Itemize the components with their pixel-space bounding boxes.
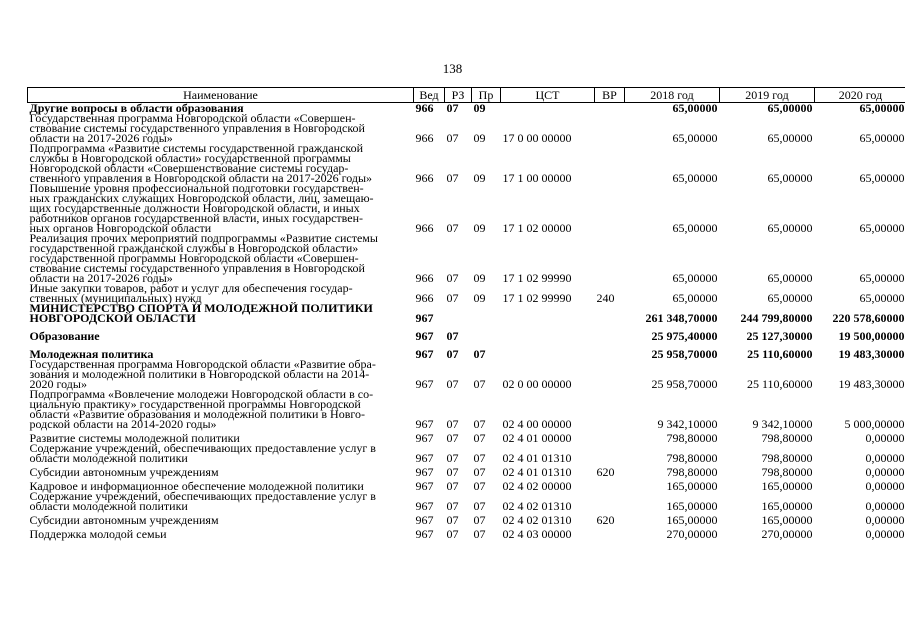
row-pr: 07 xyxy=(473,527,486,541)
row-rz: 07 xyxy=(446,131,459,145)
header-cst: ЦСТ xyxy=(501,88,595,103)
row-name: Развитие системы молодежной политики xyxy=(29,431,240,445)
row-cst: 17 1 00 00000 xyxy=(502,171,572,185)
row-cst: 02 4 01 00000 xyxy=(502,431,572,445)
row-pr: 07 xyxy=(473,377,486,391)
row-name: Другие вопросы в области образования xyxy=(29,101,244,115)
row-2019: 25 127,30000 xyxy=(746,329,813,343)
row-2019: 165,00000 xyxy=(761,513,813,527)
row-rz: 07 xyxy=(446,377,459,391)
header-2020: 2020 год xyxy=(815,88,905,103)
row-ved: 967 xyxy=(415,431,434,445)
row-name: Реализация прочих мероприятий подпрограммы «Развитие системы государственной гражданской службы в Новгородской области» государственной программы Новгородской области «Совершен- ствование системы государственного управления в Новгородской области на 2017-2026 годы» xyxy=(29,231,378,285)
row-2020: 65,00000 xyxy=(859,291,905,305)
row-name: Иные закупки товаров, работ и услуг для обеспечения государ- ственных (муниципальных) нужд xyxy=(29,281,353,305)
row-vr xyxy=(595,143,625,183)
row-name: Субсидии автономным учреждениям xyxy=(29,465,219,479)
row-2019: 244 799,80000 xyxy=(740,311,813,325)
row-cst xyxy=(501,341,595,359)
row-pr: 07 xyxy=(473,499,486,513)
row-2020: 5 000,00000 xyxy=(844,417,905,431)
row-2020: 65,00000 xyxy=(859,131,905,145)
table-row xyxy=(28,443,905,463)
row-cst: 17 1 02 99990 xyxy=(502,271,572,285)
row-cst: 02 0 00 00000 xyxy=(502,377,572,391)
row-cst: 02 4 02 00000 xyxy=(502,479,572,493)
row-rz: 07 xyxy=(446,479,459,493)
row-rz: 07 xyxy=(446,271,459,285)
table-row xyxy=(28,303,905,323)
row-2020: 0,00000 xyxy=(865,527,905,541)
row-vr xyxy=(595,341,625,359)
row-2019: 65,00000 xyxy=(767,271,813,285)
table-row xyxy=(28,323,905,341)
row-ved: 967 xyxy=(415,513,434,527)
row-2018: 798,80000 xyxy=(666,465,718,479)
row-2019: 798,80000 xyxy=(761,465,813,479)
row-cst: 17 0 00 00000 xyxy=(502,131,572,145)
row-ved: 967 xyxy=(415,527,434,541)
table-row xyxy=(28,525,905,539)
row-cst: 17 1 02 99990 xyxy=(502,291,572,305)
page-number: 138 xyxy=(442,61,463,76)
row-vr xyxy=(595,303,625,323)
row-2019: 165,00000 xyxy=(761,479,813,493)
row-ved: 966 xyxy=(415,221,434,235)
row-pr: 09 xyxy=(473,271,486,285)
row-rz: 07 xyxy=(446,465,459,479)
row-2019: 65,00000 xyxy=(767,221,813,235)
row-name: Государственная программа Новгородской области «Совершен- ствование системы государственного управления в Новгородской области на 2017-2026 годы» xyxy=(29,111,365,145)
row-2019: 65,00000 xyxy=(767,291,813,305)
row-rz: 07 xyxy=(446,291,459,305)
row-ved: 967 xyxy=(415,451,434,465)
row-2019: 65,00000 xyxy=(767,101,813,115)
table-row xyxy=(28,233,905,283)
row-2019: 9 342,10000 xyxy=(752,417,813,431)
row-vr xyxy=(595,103,625,114)
row-rz: 07 xyxy=(446,513,459,527)
row-rz: 07 xyxy=(446,499,459,513)
row-2018: 65,00000 xyxy=(672,221,718,235)
row-cst: 02 4 01 01310 xyxy=(502,465,572,479)
row-2019: 270,00000 xyxy=(761,527,813,541)
header-2019: 2019 год xyxy=(720,88,815,103)
table-row xyxy=(28,113,905,143)
table-row xyxy=(28,359,905,389)
row-ved: 966 xyxy=(415,171,434,185)
row-2020: 65,00000 xyxy=(859,221,905,235)
row-name: Содержание учреждений, обеспечивающих предоставление услуг в области молодежной политики xyxy=(29,441,376,465)
row-rz: 07 xyxy=(446,527,459,541)
row-rz: 07 xyxy=(446,329,459,343)
row-pr: 09 xyxy=(473,131,486,145)
row-vr: 620 xyxy=(596,465,615,479)
row-pr: 09 xyxy=(473,221,486,235)
row-2018: 25 975,40000 xyxy=(651,329,718,343)
row-2018: 65,00000 xyxy=(672,171,718,185)
row-ved: 966 xyxy=(415,101,434,115)
row-pr: 07 xyxy=(473,347,486,361)
row-vr xyxy=(595,491,625,511)
header-ved: Вед xyxy=(414,88,445,103)
row-2020: 0,00000 xyxy=(865,499,905,513)
row-pr: 09 xyxy=(473,101,486,115)
row-cst xyxy=(501,323,595,341)
row-vr xyxy=(595,429,625,443)
row-2018: 25 958,70000 xyxy=(651,347,718,361)
row-vr xyxy=(595,443,625,463)
row-2018: 270,00000 xyxy=(666,527,718,541)
row-2018: 9 342,10000 xyxy=(657,417,718,431)
row-ved: 967 xyxy=(415,499,434,513)
row-ved: 967 xyxy=(415,465,434,479)
row-name: Субсидии автономным учреждениям xyxy=(29,513,219,527)
row-cst xyxy=(501,103,595,114)
row-rz: 07 xyxy=(446,347,459,361)
row-2020: 220 578,60000 xyxy=(832,311,905,325)
table-row xyxy=(28,511,905,525)
row-ved: 967 xyxy=(415,311,434,325)
row-name: Поддержка молодой семьи xyxy=(29,527,167,541)
row-2018: 798,80000 xyxy=(666,451,718,465)
header-rz: РЗ xyxy=(445,88,472,103)
row-vr: 240 xyxy=(596,291,615,305)
row-2018: 165,00000 xyxy=(666,479,718,493)
row-2020: 0,00000 xyxy=(865,465,905,479)
table-row xyxy=(28,491,905,511)
row-2018: 798,80000 xyxy=(666,431,718,445)
row-2020: 0,00000 xyxy=(865,431,905,445)
row-ved: 967 xyxy=(415,347,434,361)
row-vr xyxy=(595,113,625,143)
budget-table xyxy=(27,87,905,539)
row-pr: 07 xyxy=(473,465,486,479)
row-pr: 09 xyxy=(473,291,486,305)
row-rz: 07 xyxy=(446,101,459,115)
row-rz: 07 xyxy=(446,451,459,465)
row-ved: 967 xyxy=(415,479,434,493)
row-2020: 0,00000 xyxy=(865,451,905,465)
row-cst: 02 4 00 00000 xyxy=(502,417,572,431)
row-pr: 07 xyxy=(473,431,486,445)
row-rz: 07 xyxy=(446,171,459,185)
row-2020: 0,00000 xyxy=(865,513,905,527)
row-rz xyxy=(445,303,472,323)
row-vr: 620 xyxy=(596,513,615,527)
table-row xyxy=(28,463,905,477)
row-2020: 0,00000 xyxy=(865,479,905,493)
row-2018: 25 958,70000 xyxy=(651,377,718,391)
row-2018: 165,00000 xyxy=(666,513,718,527)
row-2018: 65,00000 xyxy=(672,271,718,285)
table-row xyxy=(28,283,905,303)
header-pr: Пр xyxy=(472,88,501,103)
row-vr xyxy=(595,477,625,491)
row-2019: 65,00000 xyxy=(767,131,813,145)
row-2020: 19 483,30000 xyxy=(838,377,905,391)
row-vr xyxy=(595,525,625,539)
row-2019: 165,00000 xyxy=(761,499,813,513)
row-2018: 261 348,70000 xyxy=(645,311,718,325)
row-vr xyxy=(595,389,625,429)
row-2020: 65,00000 xyxy=(859,101,905,115)
row-name: Молодежная политика xyxy=(29,347,154,361)
row-rz: 07 xyxy=(446,417,459,431)
row-name: Подпрограмма «Развитие системы государственной гражданской службы в Новгородской области» государственной программы Новгородской области «Совершенствование системы государ- ственного управления в Новгородской области на 2017-2026 годы» xyxy=(29,141,373,185)
row-vr xyxy=(595,323,625,341)
row-rz: 07 xyxy=(446,431,459,445)
row-pr xyxy=(472,323,501,341)
row-cst: 02 4 03 00000 xyxy=(502,527,572,541)
row-ved: 966 xyxy=(415,291,434,305)
header-2018: 2018 год xyxy=(625,88,720,103)
row-2020: 19 483,30000 xyxy=(838,347,905,361)
row-pr: 07 xyxy=(473,513,486,527)
row-name: Подпрограмма «Вовлечение молодежи Новгородской области в со- циальную практику» государственной программы Новгородской области «Развитие образования и молодежной политики в Новго- родской области на 2014-2020 годы» xyxy=(29,387,374,431)
header-vr: ВР xyxy=(595,88,625,103)
row-name: Государственная программа Новгородской области «Развитие обра- зования и молодежной политики в Новгородской области на 2014- 2020 годы» xyxy=(29,357,376,391)
row-rz: 07 xyxy=(446,221,459,235)
row-name: Образование xyxy=(29,329,100,343)
row-2019: 65,00000 xyxy=(767,171,813,185)
row-cst: 17 1 02 00000 xyxy=(502,221,572,235)
row-ved: 967 xyxy=(415,329,434,343)
table-row xyxy=(28,183,905,233)
row-2019: 798,80000 xyxy=(761,431,813,445)
row-2020: 65,00000 xyxy=(859,271,905,285)
table-row xyxy=(28,389,905,429)
row-name: Повышение уровня профессиональной подготовки государствен- ных гражданских служащих Новгородской области, лиц, замещаю- щих государственные должности Новгородской области, и иных работников органов государственной власти, иных государствен- ных органов Новгородской области xyxy=(29,181,374,235)
table-row xyxy=(28,143,905,183)
row-pr xyxy=(472,303,501,323)
header-name: Наименование xyxy=(28,88,414,103)
row-2018: 65,00000 xyxy=(672,291,718,305)
row-cst: 02 4 01 01310 xyxy=(502,451,572,465)
row-name: Кадровое и информационное обеспечение молодежной политики xyxy=(29,479,364,493)
row-2018: 65,00000 xyxy=(672,131,718,145)
row-vr xyxy=(595,183,625,233)
row-2019: 25 110,60000 xyxy=(747,347,813,361)
row-cst: 02 4 02 01310 xyxy=(502,499,572,513)
row-name: Содержание учреждений, обеспечивающих предоставление услуг в области молодежной политики xyxy=(29,489,376,513)
row-ved: 967 xyxy=(415,417,434,431)
row-cst: 02 4 02 01310 xyxy=(502,513,572,527)
row-2019: 25 110,60000 xyxy=(746,377,813,391)
row-vr xyxy=(595,359,625,389)
row-name: МИНИСТЕРСТВО СПОРТА И МОЛОДЕЖНОЙ ПОЛИТИКИ НОВГОРОДСКОЙ ОБЛАСТИ xyxy=(29,301,373,325)
row-pr: 07 xyxy=(473,479,486,493)
row-pr: 09 xyxy=(473,171,486,185)
row-2020: 19 500,00000 xyxy=(838,329,905,343)
row-vr xyxy=(595,233,625,283)
row-ved: 966 xyxy=(415,131,434,145)
row-cst xyxy=(501,303,595,323)
row-pr: 07 xyxy=(473,417,486,431)
row-2018: 65,00000 xyxy=(672,101,718,115)
row-ved: 967 xyxy=(415,377,434,391)
row-ved: 966 xyxy=(415,271,434,285)
row-2019: 798,80000 xyxy=(761,451,813,465)
row-2018: 165,00000 xyxy=(666,499,718,513)
row-2020: 65,00000 xyxy=(859,171,905,185)
row-pr: 07 xyxy=(473,451,486,465)
